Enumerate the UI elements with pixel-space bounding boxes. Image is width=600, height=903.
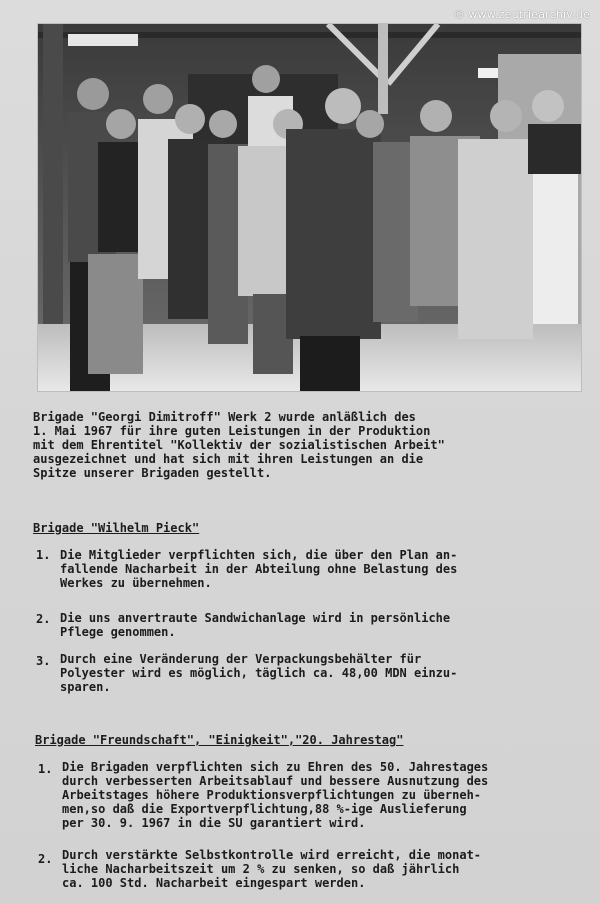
section2-item1-number: 1.: [38, 762, 53, 776]
section2-item2-line2: liche Nacharbeitszeit um 2 % zu senken, so daß jährlich: [62, 862, 460, 876]
section1-item3-line1: Durch eine Veränderung der Verpackungsbehälter für: [60, 652, 422, 666]
section2-item1-line1: Die Brigaden verpflichten sich zu Ehren des 50. Jahrestages: [62, 760, 489, 774]
section1-item2-line1: Die uns anvertraute Sandwichanlage wird in persönliche: [60, 611, 451, 625]
section1-item3-number: 3.: [36, 654, 51, 668]
section2-item2-number: 2.: [38, 852, 53, 866]
brigade-photo: [38, 24, 581, 391]
section2-item2-line3: ca. 100 Std. Nacharbeit eingespart werden.: [62, 876, 366, 890]
intro-line-1: Brigade "Georgi Dimitroff" Werk 2 wurde anläßlich des: [33, 410, 416, 424]
section2-item1-line2: durch verbesserten Arbeitsablauf und bessere Ausnutzung des: [62, 774, 489, 788]
intro-line-3: mit dem Ehrentitel "Kollektiv der sozialistischen Arbeit": [33, 438, 445, 452]
section1-item1-line1: Die Mitglieder verpflichten sich, die über den Plan an-: [60, 548, 458, 562]
section1-item3-line3: sparen.: [60, 680, 111, 694]
intro-line-2: 1. Mai 1967 für ihre guten Leistungen in der Produktion: [33, 424, 431, 438]
intro-line-5: Spitze unserer Brigaden gestellt.: [33, 466, 272, 480]
section2-item1-line5: per 30. 9. 1967 in die SU garantiert wird.: [62, 816, 366, 830]
section2-heading: Brigade "Freundschaft", "Einigkeit","20. Jahrestag": [35, 733, 404, 747]
section1-item2-number: 2.: [36, 612, 51, 626]
section1-heading: Brigade "Wilhelm Pieck": [33, 521, 200, 535]
section1-item3-line2: Polyester wird es möglich, täglich ca. 48,00 MDN einzu-: [60, 666, 458, 680]
intro-line-4: ausgezeichnet und hat sich mit ihren Leistungen an die: [33, 452, 424, 466]
watermark: © www.zeutriearchiv.de: [453, 8, 590, 21]
section1-item1-number: 1.: [36, 548, 51, 562]
section1-item1-line2: fallende Nacharbeit in der Abteilung ohne Belastung des: [60, 562, 458, 576]
section2-item1-line3: Arbeitstages höhere Produktionsverpflichtungen zu überneh-: [62, 788, 482, 802]
section2-item1-line4: men,so daß die Exportverpflichtung,88 %-ige Auslieferung: [62, 802, 467, 816]
section2-item2-line1: Durch verstärkte Selbstkontrolle wird erreicht, die monat-: [62, 848, 482, 862]
section1-item1-line3: Werkes zu übernehmen.: [60, 576, 212, 590]
photo-drawing: [38, 24, 581, 391]
section1-item2-line2: Pflege genommen.: [60, 625, 176, 639]
